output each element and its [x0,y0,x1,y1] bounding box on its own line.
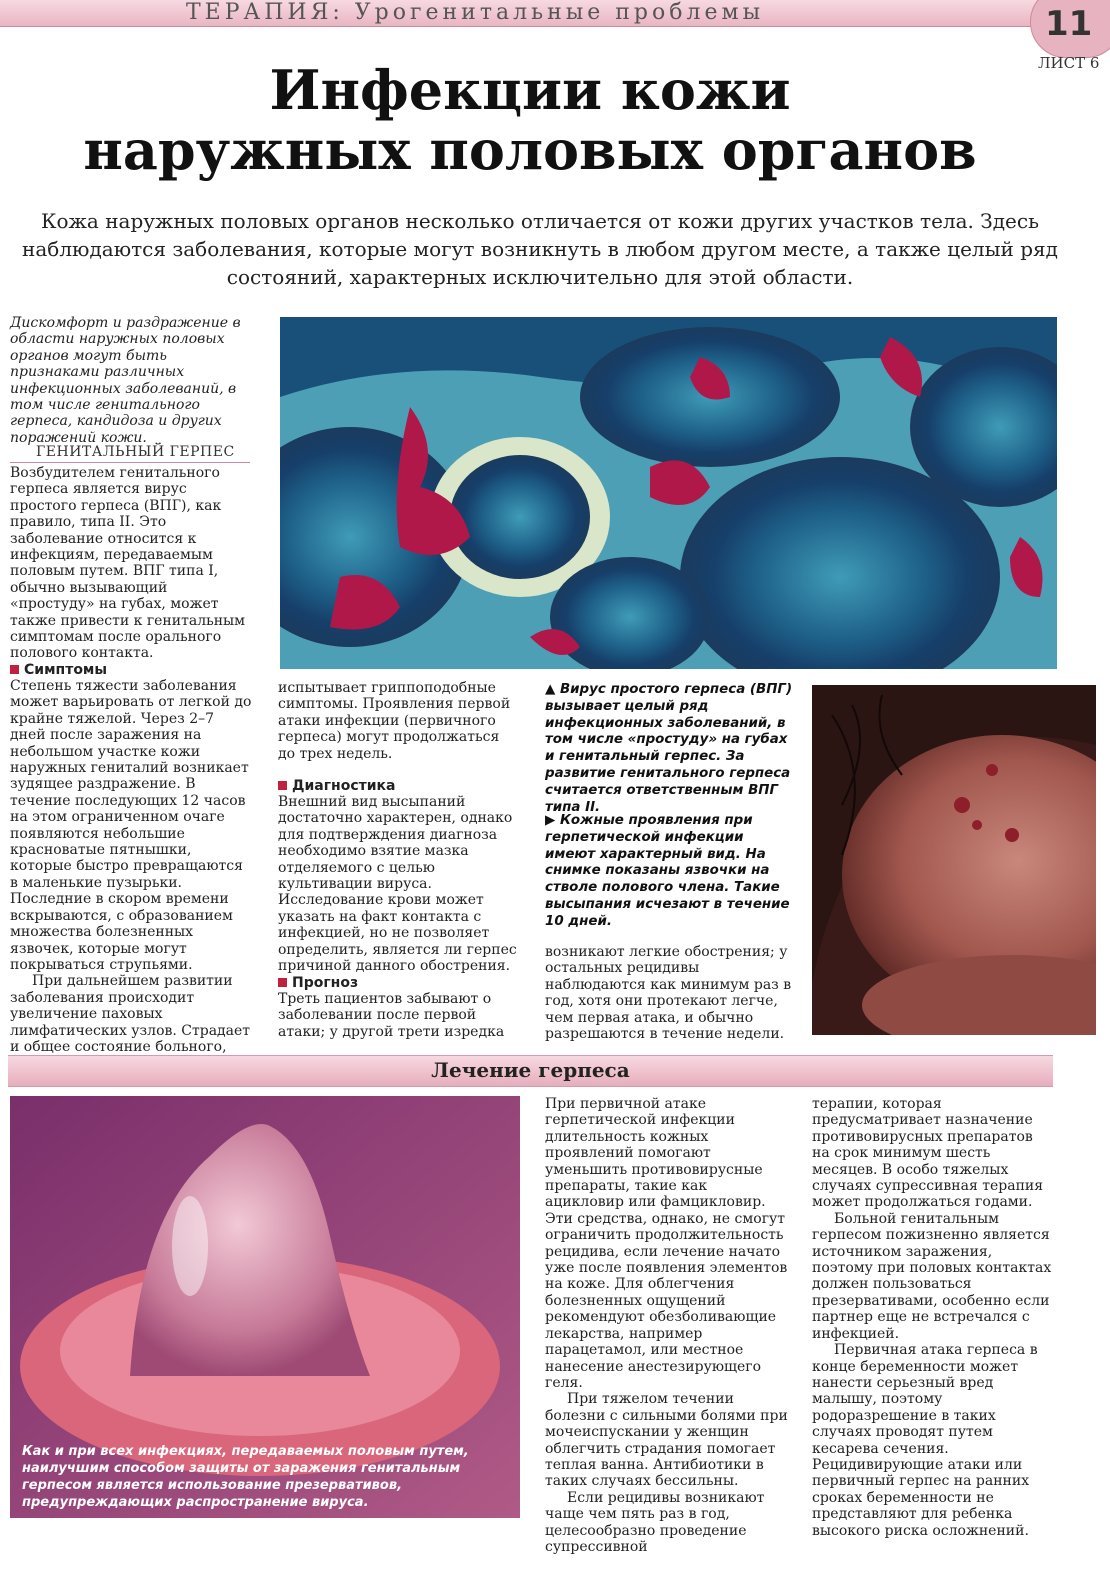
treatment-col1-paragraph-2: При тяжелом течении болезни с сильными болями при мочеиспускании у женщин облегчить страдания помогает теплая ванна. Антибиотики в таких случаях бессильны. [545,1391,788,1490]
sheet-label: ЛИСТ 6 [1038,54,1100,72]
skin-lesion-image [812,685,1096,1035]
diagnostics-heading: Диагностика [278,778,518,794]
triangle-up-icon: ▲ [545,682,560,697]
treatment-column1 [545,1096,790,1555]
virus-micrograph-image [280,317,1057,669]
treatment-col2-paragraph-3: Первичная атака герпеса в конце беременности может нанести серьезный вред малышу, поэтому родоразрешение в таких случаях проводят путем кесарева сечения. Рецидивирующие атаки или первичный герпес на ранних сроках беременности не представляют для ребенка высокого риска осложнений. [812,1342,1038,1539]
symptoms-paragraph-1: Степень тяжести заболевания может варьировать от легкой до крайне тяжелой. Через 2–7 дней после заражения на небольшом участке кожи наружных гениталий возникает зудящее раздражение. В течение последующих 12 часов на этом ограниченном очаге появляются небольшие красноватые пятнышки, которые быстро превращаются в маленькие пузырьки. Последние в скором времени вскрываются, с образованием множества болезненных язвочек, которые могут покрываться струпьями. [10,678,252,973]
diagnostics-block [278,778,518,974]
genital-herpes-paragraph: Возбудителем генитального герпеса является вирус простого герпеса (ВПГ), как правило, типа II. Это заболевание относится к инфекциям, передаваемым половым путем. ВПГ типа I, обычно вызывающий «простуду» на губах, может также привести к генитальным симптомам после орального полового контакта. [10,465,246,662]
treatment-col2-paragraph-1: терапии, которая предусматривает назначение противовирусных препаратов на срок минимум шесть месяцев. В особо тяжелых случаях супрессивная терапия может продолжаться годами. [812,1096,1044,1211]
skin-lesion-svg [812,685,1096,1035]
treatment-col2-paragraph-2: Больной генитальным герпесом пожизненно является источником заражения, поэтому при половых контактах должен пользоваться презервативами, особенно если партнер еще не встречался с инфекцией. [812,1210,1052,1342]
treatment-heading: Лечение герпеса [431,1058,630,1082]
page-title [0,60,1060,180]
virus-micrograph-svg [280,317,1057,669]
skin-caption: ▶ Кожные проявления при герпетической инфекции имеют характерный вид. На снимке показаны язвочки на стволе полового члена. Такие высыпания исчезают в течение 10 дней. [545,813,790,929]
section-heading-genital-herpes: ГЕНИТАЛЬНЫЙ ГЕРПЕС [10,444,250,463]
symptoms-paragraph-2: При дальнейшем развитии заболевания происходит увеличение паховых лимфатических узлов. Страдает и общее состояние больного, [10,973,251,1055]
column2-top-paragraph: испытывает гриппоподобные симптомы. Проявления первой атаки инфекции (первичного герпеса) могут продолжаться до трех недель. [278,680,511,762]
prognosis-heading: Прогноз [278,975,518,991]
diagnostics-paragraph: Внешний вид высыпаний достаточно характерен, однако для подтверждения диагноза необходимо взятие мазка отделяемого с целью культивации вируса. Исследование крови может указать на факт контакта с инфекцией, но не позволяет определить, является ли герпес причиной данного обострения. [278,794,517,975]
intro-text: Кожа наружных половых органов несколько отличается от кожи других участков тела. Здесь наблюдаются заболевания, которые могут возникнуть в любом другом месте, а также целый ряд состояний, характерных исключительно для этой области. [22,209,1058,289]
prognosis-paragraph: Треть пациентов забывают о заболевании после первой атаки; у другой трети изредка [278,991,505,1040]
condom-caption: Как и при всех инфекциях, передаваемых половым путем, наилучшим способом защиты от заражения генитальным герпесом является использование презервативов, предупреждающих распространение вируса. [22,1444,469,1510]
lead-paragraph: Дискомфорт и раздражение в области наружных половых органов могут быть признаками различных инфекционных заболеваний, в том числе генитального герпеса, кандидоза и других поражений кожи. [10,315,241,446]
symptoms-heading: Симптомы [10,662,252,678]
page-number: 11 [1045,4,1093,44]
page-title-line2: наружных половых органов [83,118,977,182]
treatment-column2 [812,1096,1052,1539]
section-label: ТЕРАПИЯ: Урогенитальные проблемы [186,0,765,25]
prognosis-block [278,975,518,1040]
treatment-col1-paragraph-1: При первичной атаке герпетической инфекции длительность кожных проявлений помогают уменьшить противовирусные препараты, такие как ацикловир или фамцикловир. Эти средства, однако, не смогут ограничить продолжительность рецидива, если лечение начато уже после появления элементов на коже. Для облегчения болезненных ощущений рекомендуют обезболивающие лекарства, например парацетамол, или местное нанесение анестезирующего геля. [545,1096,788,1391]
triangle-right-icon: ▶ [545,813,560,828]
column3-paragraph: возникают легкие обострения; у остальных рецидивы наблюдаются как минимум раз в год, хотя они протекают легче, чем первая атака, и обычно разрешаются в течение недели. [545,944,792,1043]
symptoms-block [10,662,252,1072]
virus-caption: ▲ Вирус простого герпеса (ВПГ) вызывает целый ряд инфекционных заболеваний, в том числе «простуду» на губах и генитальный герпес. За развитие генитального герпеса считается ответственным ВПГ типа II. [545,682,793,815]
treatment-col1-paragraph-3: Если рецидивы возникают чаще чем пять раз в год, целесообразно проведение супрессивной [545,1489,765,1555]
page-title-line1: Инфекции кожи [269,58,791,122]
